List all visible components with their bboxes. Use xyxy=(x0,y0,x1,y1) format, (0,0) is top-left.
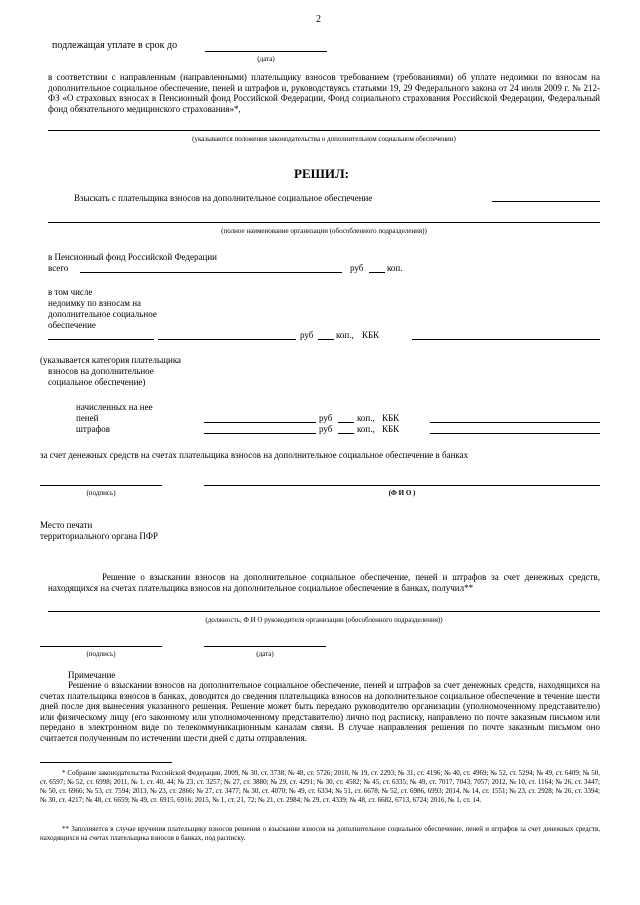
provisions-caption: (указываются положения законодательства о дополнительном социальном обеспечении) xyxy=(192,135,456,143)
due-date-line xyxy=(205,51,327,52)
including-line3: дополнительное социальное xyxy=(48,309,157,319)
org-caption: (полное наименование организации (обособленного подразделения)) xyxy=(221,227,427,235)
fines-kop-line xyxy=(338,433,354,434)
note-text: Решение о взыскании взносов на дополнительное социальное обеспечение, пеней и штрафов за счет денежных средств, находящихся на счетах плательщика взносов в банках, доводится до сведения плательщика взносов на дополнительное социальное обеспечение в течение шести дней после дня вынесения указанного решения. Решение может быть передано руководителю организации (уполномоченному представителю) или физическому лицу (его законному или уполномоченному представителю) лично под расписку, направлено по почте заказным письмом или передано в электронном виде по телекоммуникационным каналам связи. В случае направления решения по почте заказным письмом оно считается полученным по истечении шести дней с даты отправления. xyxy=(40,680,600,743)
due-date-label: подлежащая уплате в срок до xyxy=(52,40,178,51)
category-caption-2: взносов на дополнительное xyxy=(48,366,154,376)
arrears-rub-label: руб xyxy=(300,330,314,340)
penalties-label: пеней xyxy=(76,413,99,423)
arrears-kop-line xyxy=(318,339,334,340)
fines-rub-label: руб xyxy=(319,424,333,434)
including-line4: обеспечение xyxy=(48,320,96,330)
due-date-caption: (дата) xyxy=(257,55,275,63)
bottom-signature-line xyxy=(40,646,162,647)
signature-caption: (подпись) xyxy=(86,489,116,497)
page-number: 2 xyxy=(316,14,321,25)
received-paragraph: Решение о взыскании взносов на дополнительное социальное обеспечение, пеней и штрафов за счет денежных средств, находящихся на счетах плательщика взносов на дополнительное социальное обеспечение в банках, получил** xyxy=(48,572,600,593)
bottom-date-line xyxy=(204,646,326,647)
arrears-kop-label: коп., xyxy=(336,330,354,340)
fines-rub-line xyxy=(204,433,316,434)
penalties-rub-label: руб xyxy=(319,413,333,423)
intro-paragraph: в соответствии с направленным (направленными) плательщику взносов требованием (требованиями) об уплате недоимки по взносам на дополнительное социальное обеспечение, пеней и штрафов и, руководствуясь статьями 19, 29 Федерального закона от 24 июля 2009 г. № 212-ФЗ «О страховых взносах в Пенсионный фонд Российской Федерации, Фонд социального страхования Российской Федерации, Федеральный фонд обязательного медицинского страхования»*, xyxy=(48,72,600,114)
arrears-rub-line xyxy=(158,339,296,340)
fines-kbk-line xyxy=(430,433,600,434)
footnote-2: ** Заполняется в случае вручения плательщику взносов решения о взыскании взносов на дополнительное социальное обеспечение, пеней и штрафов за счет денежных средств, находящихся на счетах плательщика взносов в банках, под расписку. xyxy=(40,825,600,842)
fines-kop-label: коп., xyxy=(357,424,375,434)
penalties-rub-line xyxy=(204,422,316,423)
head-line xyxy=(48,611,600,612)
collect-line-short xyxy=(492,201,600,202)
penalties-kbk-line xyxy=(430,422,600,423)
category-caption-1: (указывается категория плательщика xyxy=(40,355,182,365)
fio-caption: (Ф И О ) xyxy=(388,489,416,497)
signature-line xyxy=(40,485,162,486)
bottom-date-caption: (дата) xyxy=(256,650,274,658)
stamp-line2: территориального органа ПФР xyxy=(40,531,158,541)
footnote-separator xyxy=(40,762,172,763)
penalties-kop-line xyxy=(338,422,354,423)
pfr-label: в Пенсионный фонд Российской Федерации xyxy=(48,252,217,262)
provisions-line xyxy=(48,130,600,131)
pfr-rub-label: руб xyxy=(350,263,364,273)
footnote-1: * Собрание законодательства Российской Федерации, 2009, № 30, ст. 3738; № 48, ст. 5726; 2010, № 19, ст. 2293; № 31, ст. 4196; № 40, ст. 4969; № 52, ст. 5294; № 49, ст. 6409; № 50, ст. 6597; № 52, ст. 6998; 2011, № 1, ст. 40, 44; № 23, ст. 3257; № 27, ст. 3880; № 29, ст. 4291; № 30, ст. 4582; № 45, ст. 6335; № 49, ст. 7017, 7043, 7057; 2012, № 10, ст. 1164; № 26, ст. 3447; № 50, ст. 6966; № 53, ст. 7594; 2013, № 23, ст. 2866; № 27, ст. 3477; № 30, ст. 4070; № 49, ст. 6334; № 51, ст. 6678; № 52, ст. 6986, 6993; 2014, № 14, ст. 1551; № 23, ст. 2928; № 26, ст. 3394; № 30, ст. 4217; № 48, ст. 6659; № 49, ст. 6915, 6916; 2015, № 1, ст. 21, 72; № 21, ст. 2984; № 29, ст. 4339; № 48, ст. 6682, 6713, 6724; 2016, № 1, ст. 14. xyxy=(40,769,600,804)
including-line2: недоимку по взносам на xyxy=(48,298,142,308)
fio-line xyxy=(204,485,600,486)
pfr-total-label: всего xyxy=(48,263,69,273)
collect-label: Взыскать с плательщика взносов на дополнительное социальное обеспечение xyxy=(74,193,373,203)
penalties-kop-label: коп., xyxy=(357,413,375,423)
pfr-kop-line xyxy=(369,272,385,273)
arrears-kbk-line xyxy=(412,339,600,340)
stamp-line1: Место печати xyxy=(40,520,93,530)
penalties-kbk-label: КБК xyxy=(382,413,400,423)
category-line xyxy=(48,339,154,340)
pfr-kop-label: коп. xyxy=(387,263,403,273)
arrears-kbk-label: КБК xyxy=(362,330,380,340)
fines-kbk-label: КБК xyxy=(382,424,400,434)
decision-heading: РЕШИЛ: xyxy=(294,166,350,181)
accrued-label: начисленных на нее xyxy=(76,402,153,412)
category-caption-3: социальное обеспечение) xyxy=(48,377,146,387)
bottom-signature-caption: (подпись) xyxy=(86,650,116,658)
note-title: Примечание xyxy=(68,670,116,680)
pfr-total-rub-line xyxy=(80,272,342,273)
org-line xyxy=(48,222,600,223)
fines-label: штрафов xyxy=(76,424,111,434)
bank-accounts-text: за счет денежных средств на счетах плательщика взносов на дополнительное социальное обеспечение в банках xyxy=(40,450,469,460)
including-line1: в том числе xyxy=(48,287,93,297)
head-caption: (должность, Ф И О руководителя организации (обособленного подразделения)) xyxy=(205,616,443,624)
